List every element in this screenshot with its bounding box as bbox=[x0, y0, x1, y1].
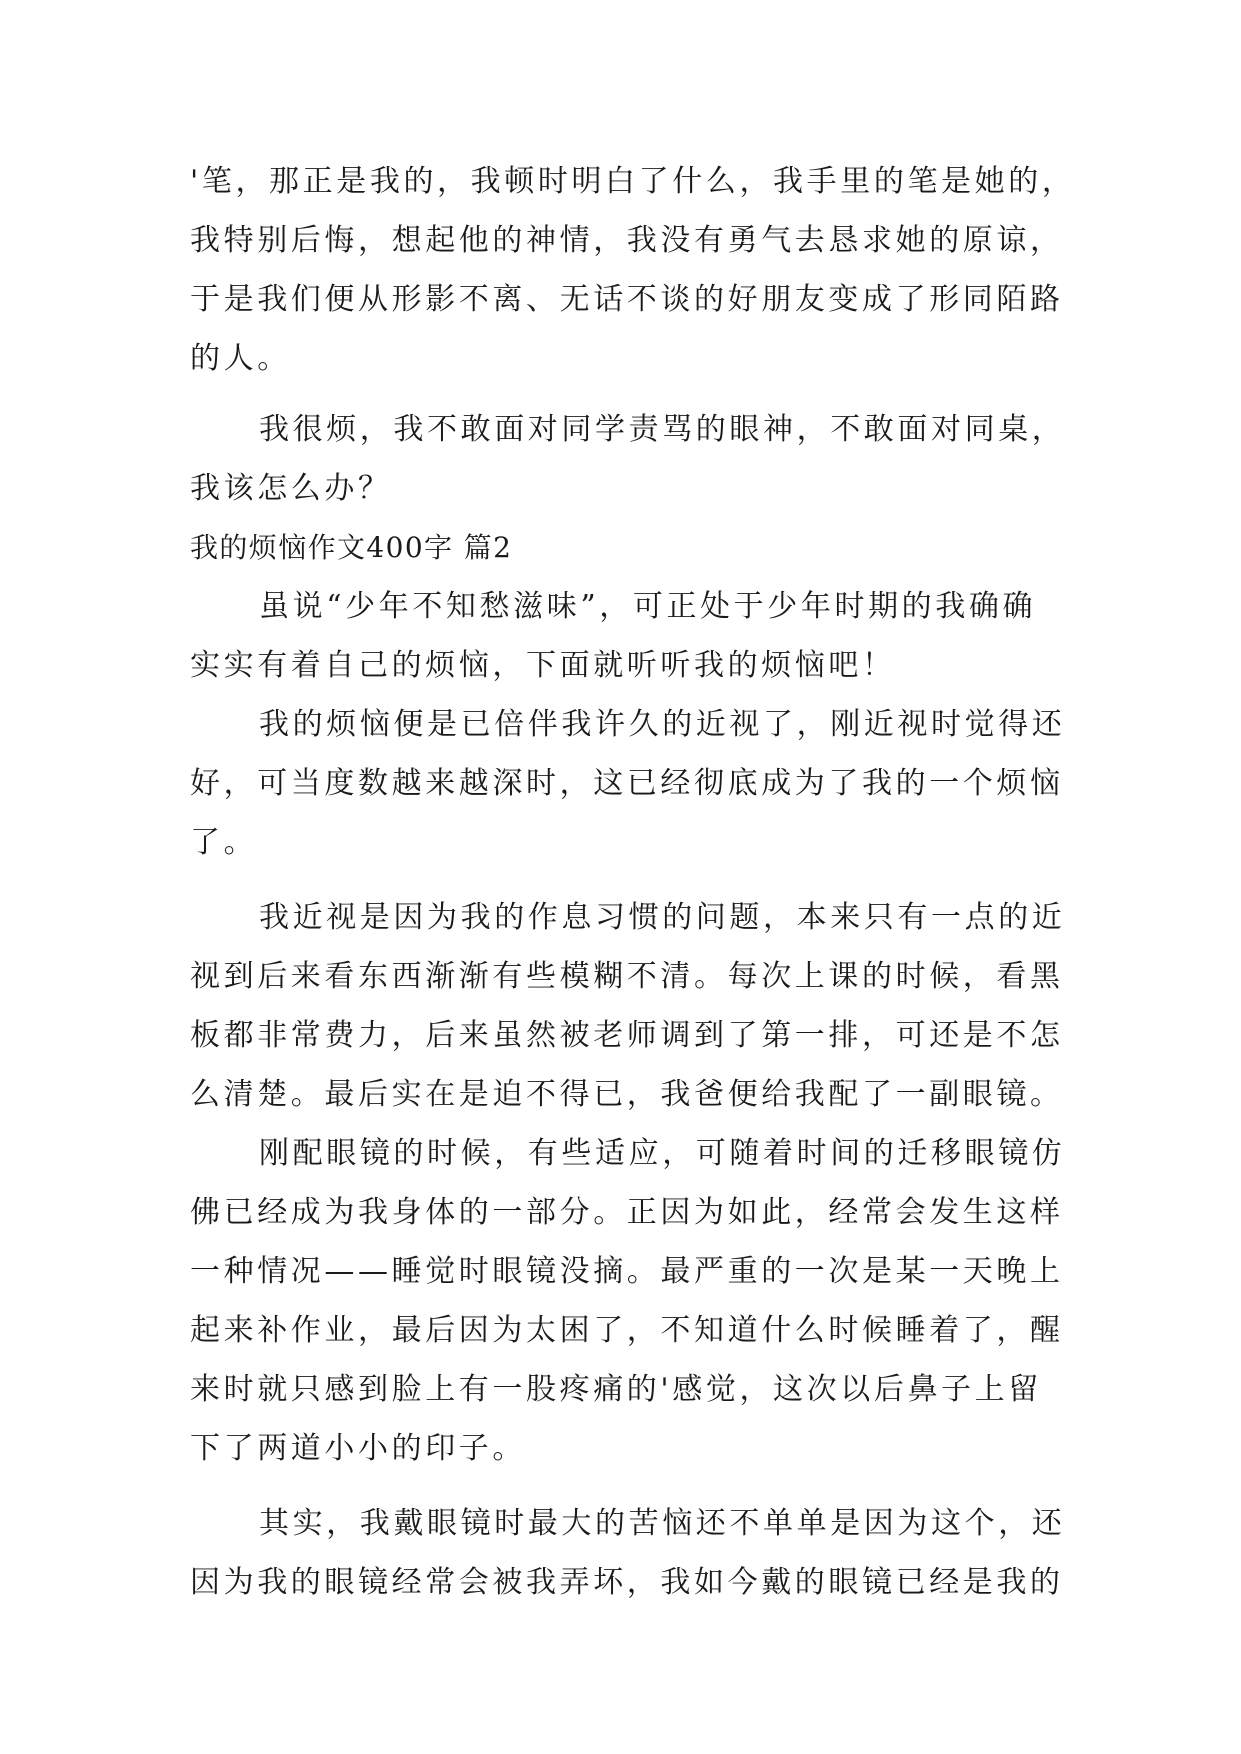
document-body bbox=[190, 152, 1076, 1612]
paragraph-line: 佛已经成为我身体的一部分。正因为如此，经常会发生这样 bbox=[190, 1195, 1064, 1230]
paragraph-line: 实实有着自己的烦恼，下面就听听我的烦恼吧！ bbox=[190, 648, 896, 683]
paragraph-line: '笔，那正是我的，我顿时明白了什么，我手里的笔是她的， bbox=[190, 164, 1076, 199]
paragraph-line: 刚配眼镜的时候，有些适应，可随着时间的迁移眼镜仿 bbox=[259, 1136, 1066, 1171]
paragraph-line: 起来补作业，最后因为太困了，不知道什么时候睡着了，醒 bbox=[190, 1313, 1064, 1348]
paragraph-line: 我的烦恼便是已倍伴我许久的近视了，刚近视时觉得还 bbox=[259, 707, 1066, 742]
paragraph-line: 虽说“少年不知愁滋味”，可正处于少年时期的我确确 bbox=[259, 589, 1037, 624]
paragraph-line: 一种情况——睡觉时眼镜没摘。最严重的一次是某一天晚上 bbox=[190, 1254, 1064, 1289]
paragraph-line: 下了两道小小的印子。 bbox=[190, 1431, 526, 1466]
section-heading: 我的烦恼作文400字 篇2 bbox=[190, 531, 513, 564]
paragraph-line: 板都非常费力，后来虽然被老师调到了第一排，可还是不怎 bbox=[190, 1018, 1064, 1053]
paragraph-1 bbox=[190, 152, 1076, 388]
paragraph-7 bbox=[190, 1494, 1070, 1612]
paragraph-line: 好，可当度数越来越深时，这已经彻底成为了我的一个烦恼 bbox=[190, 766, 1064, 801]
paragraph-line: 我很烦，我不敢面对同学责骂的眼神，不敢面对同桌， bbox=[259, 412, 1066, 447]
paragraph-line: 来时就只感到脸上有一股疼痛的'感觉，这次以后鼻子上留 bbox=[190, 1372, 1042, 1407]
paragraph-line: 我近视是因为我的作息习惯的问题，本来只有一点的近 bbox=[259, 900, 1066, 935]
paragraph-line: 视到后来看东西渐渐有些模糊不清。每次上课的时候，看黑 bbox=[190, 959, 1064, 994]
paragraph-line: 了。 bbox=[190, 825, 258, 860]
paragraph-line: 么清楚。最后实在是迫不得已，我爸便给我配了一副眼镜。 bbox=[190, 1077, 1064, 1112]
paragraph-line: 于是我们便从形影不离、无话不谈的好朋友变成了形同陌路 bbox=[190, 282, 1064, 317]
paragraph-4 bbox=[190, 695, 1070, 872]
paragraph-3 bbox=[190, 577, 1070, 695]
paragraph-6 bbox=[190, 1124, 1070, 1478]
paragraph-line: 因为我的眼镜经常会被我弄坏，我如今戴的眼镜已经是我的 bbox=[190, 1565, 1064, 1600]
paragraph-5 bbox=[190, 888, 1070, 1124]
paragraph-line: 我该怎么办？ bbox=[190, 471, 392, 506]
paragraph-2 bbox=[190, 400, 1070, 518]
paragraph-line: 我特别后悔，想起他的神情，我没有勇气去恳求她的原谅， bbox=[190, 223, 1064, 258]
paragraph-line: 的人。 bbox=[190, 341, 291, 376]
paragraph-line: 其实，我戴眼镜时最大的苦恼还不单单是因为这个，还 bbox=[259, 1506, 1066, 1541]
